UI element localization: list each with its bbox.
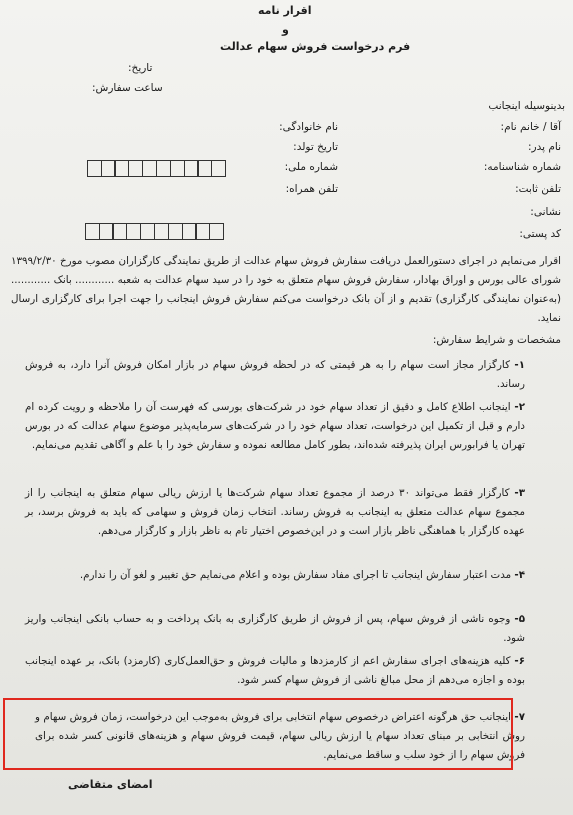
condition-item-2 <box>25 398 525 455</box>
national-id-boxes <box>88 160 226 177</box>
family-label: نام خانوادگی: <box>279 121 338 133</box>
item-number: ۶- <box>514 655 525 667</box>
condition-item-5 <box>25 610 525 648</box>
condition-item-4 <box>25 566 525 585</box>
agreement-paragraph: اقرار می‌نمایم در اجرای دستورالعمل دریافت سفارش فروش سهام عدالت از طریق نمایندگی کارگزاران مصوب مورخ ۱۳۹۹/۲/۳۰ شورای عالی بورس و اوراق بهادار، سفارش فروش سهام متعلق به خود را در سید سهام عدالت به شعبه ............ بانک ............ (به‌عنوان نمایندگی کارگزاری) تقدیم و از آن بانک درخواست می‌کنم سفارش فروش اینجانب را جهت اجرا برای کارگزاری ارسال نماید. <box>11 255 561 324</box>
item-text: کارگزار مجاز است سهام را به هر قیمتی که در لحظه فروش سهام در بازار امکان فروش آنرا دارد، به فروش رساند. <box>25 359 525 390</box>
item-number: ۳- <box>514 487 525 499</box>
doc-title-line3: فرم درخواست فروش سهام عدالت <box>220 40 411 53</box>
item-number: ۵- <box>514 613 525 625</box>
item-text: اینجانب اطلاع کامل و دقیق از تعداد سهام خود در شرکت‌های بورسی که فهرست آن را ملاحظه و رویت کرده ام دارم و قبل از تکمیل این درخواست، تعداد سهام خود را در شرکت‌های سرمایه‌پذیر موضوع سهام عدالت که در بورس تهران یا فرابورس ایران پذیرفته شده‌اند، بطور کامل مطالعه نموده و سفارش خود را با علم و آگاهی تقدیم می‌نمایم. <box>25 401 525 451</box>
item-number: ۴- <box>514 569 525 581</box>
phone-label: تلفن ثابت: <box>515 183 561 195</box>
doc-title-line1: اقرار نامه <box>258 4 312 17</box>
father-label: نام پدر: <box>527 141 561 153</box>
item-text: وجوه ناشی از فروش سهام، پس از فروش از طریق کارگزاری به بانک پرداخت و به حساب بانکی اینجانب واریز شود. <box>25 613 525 644</box>
national-id-label: شماره ملی: <box>284 161 338 173</box>
intro-text: بدینوسیله اینجانب <box>488 100 565 112</box>
birthdate-label: تاریخ تولد: <box>293 141 338 153</box>
item-text: مدت اعتبار سفارش اینجانب تا اجرای مفاد سفارش بوده و اعلام می‌نمایم حق تغییر و لغو آن را ندارم. <box>79 569 512 581</box>
condition-item-6 <box>25 652 525 690</box>
conditions-title: مشخصات و شرایط سفارش: <box>432 334 561 346</box>
item-number: ۲- <box>514 401 525 413</box>
date-label: تاریخ: <box>128 62 153 74</box>
condition-item-1 <box>25 356 525 394</box>
postal-code-label: کد پستی: <box>519 228 561 240</box>
condition-item-3 <box>25 484 525 541</box>
item-text: اینجانب حق هرگونه اعتراض درخصوص سهام انتخابی برای فروش به‌موجب این درخواست، زمان فروش سهام و روش انتخابی بر مبنای تعداد سهام یا ارزش ریالی سهام، قیمت فروش سهام و هزینه‌های قانونی کسر شده برای فروش سهام را از خود سلب و ساقط می‌نمایم. <box>35 711 525 761</box>
address-label: نشانی: <box>530 206 561 218</box>
postal-code-boxes <box>86 223 224 240</box>
item-text: کلیه هزینه‌های اجرای سفارش اعم از کارمزدها و مالیات فروش و حق‌العمل‌کاری (کارمزد) بانک، بر عهده اینجانب بوده و اجازه می‌دهم از محل مبالغ ناشی از فروش سهام کسر شود. <box>25 655 525 686</box>
item-text: کارگزار فقط می‌تواند ۳۰ درصد از مجموع تعداد سهام شرکت‌ها یا ارزش ریالی سهام متعلق به اینجانب را از مجموع سهام عدالت متعلق به اینجانب به فروش رساند. انتخاب زمان فروش و سهامی که باید به فروش برسد، بر عهده کارگزار با هماهنگی ناظر بازار است و در این‌خصوص اختیار تام به ناظر بازار و کارگزار می‌دهم. <box>25 487 525 537</box>
applicant-signature-label: امضای متقاضی <box>68 778 153 791</box>
highlight-box <box>3 698 513 770</box>
mobile-label: تلفن همراه: <box>285 183 338 195</box>
id-number-label: شماره شناسنامه: <box>483 161 561 173</box>
item-number: ۱- <box>514 359 525 371</box>
doc-title-line2: و <box>282 23 289 36</box>
name-label: آقا / خانم نام: <box>500 121 561 133</box>
item-number: ۷- <box>514 711 525 723</box>
order-time-label: ساعت سفارش: <box>92 82 163 94</box>
